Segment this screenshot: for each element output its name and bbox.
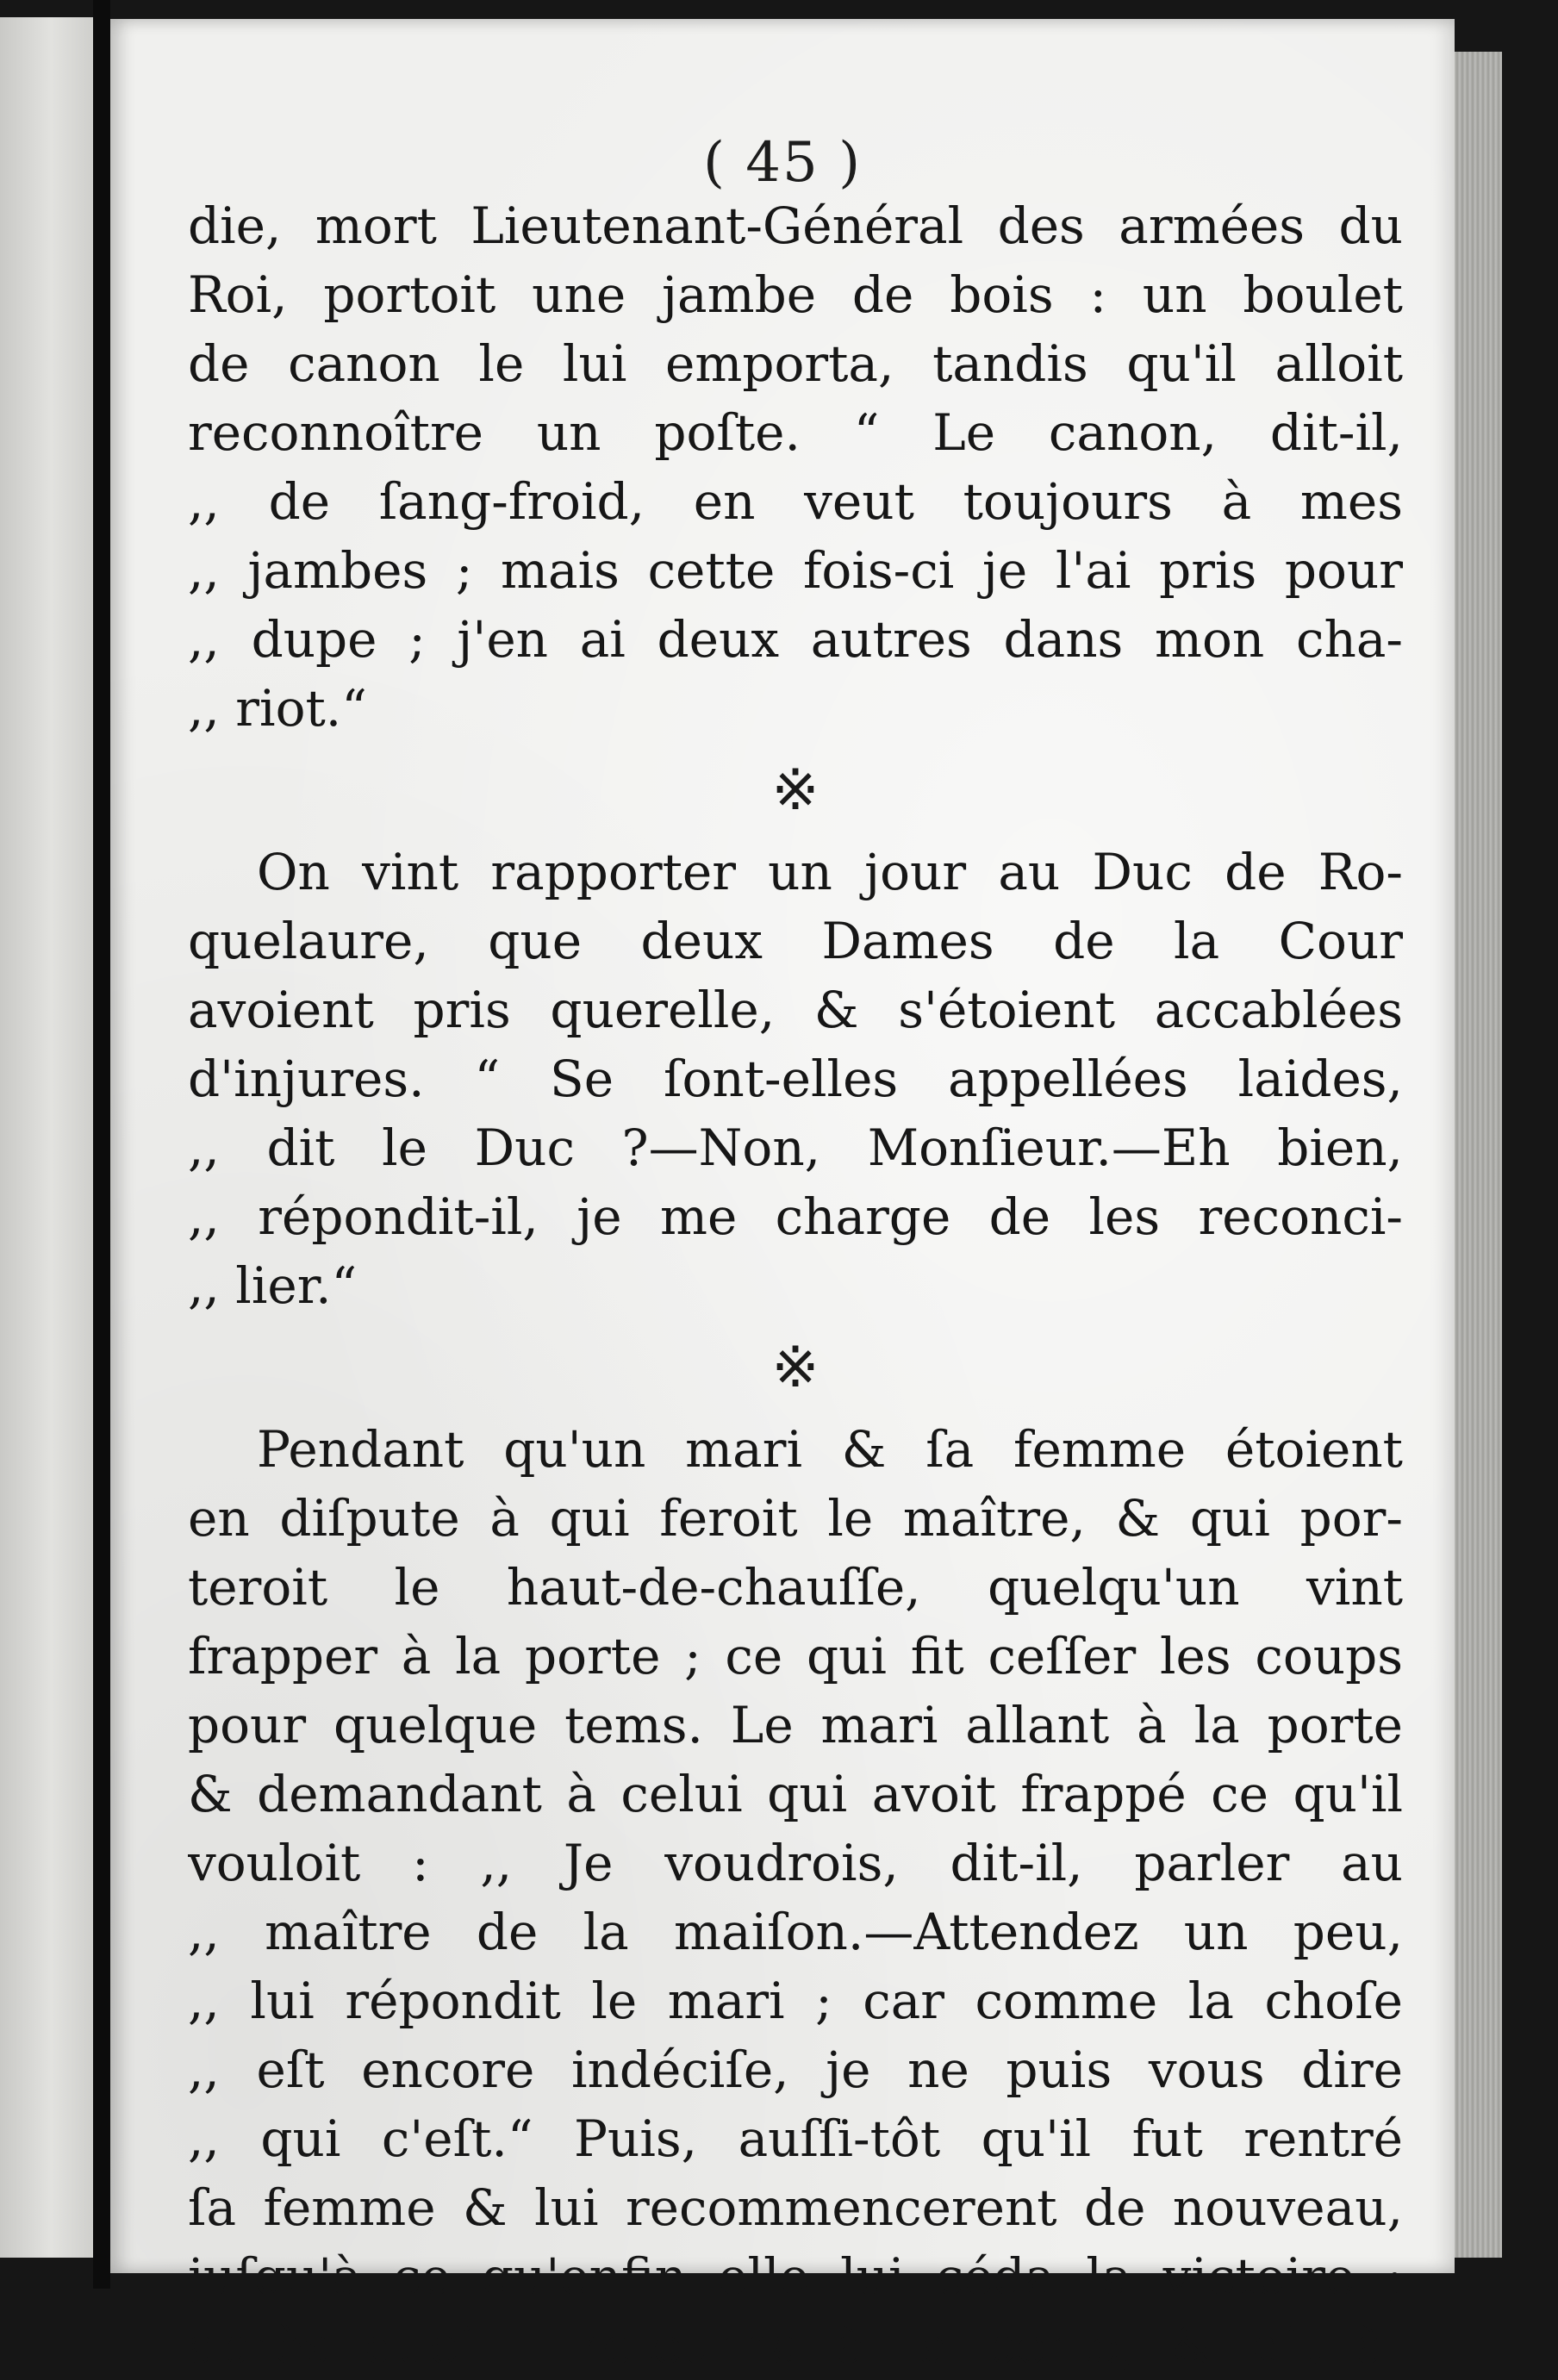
- ornament-separator: ※: [771, 1334, 820, 1400]
- text-line: reconnoître un poſte. “ Le canon, dit-il,: [188, 403, 1403, 462]
- text-line: ,, qui c'eſt.“ Puis, auſſi-tôt qu'il fut rentré: [188, 2109, 1403, 2168]
- paragraph: [188, 191, 1403, 743]
- text-line: On vint rapporter un jour au Duc de Ro-: [257, 843, 1403, 901]
- book-gutter: [93, 0, 110, 2289]
- text-line: avoient pris querelle, & s'étoient accablées: [188, 981, 1403, 1039]
- text-line: ,, maître de la maiſon.—Attendez un peu,: [188, 1903, 1403, 1961]
- paragraph: [188, 838, 1403, 1320]
- book-page: [110, 19, 1455, 2375]
- text-line: de canon le lui emporta, tandis qu'il alloit: [188, 334, 1403, 393]
- text-line: Roi, portoit une jambe de bois : un boulet: [188, 265, 1403, 324]
- text-line: d'injures. “ Se ſont-elles appellées laides,: [188, 1050, 1403, 1108]
- text-line: ſa femme & lui recommencerent de nouveau,: [188, 2178, 1403, 2237]
- text-line: ,, lier.“: [188, 1256, 358, 1315]
- text-line: ,, jambes ; mais cette fois-ci je l'ai pris pour: [188, 541, 1403, 600]
- text-line: quelaure, que deux Dames de la Cour: [188, 912, 1403, 970]
- text-line: après quoi il retourna à la porte, & dit à-: [188, 2316, 1403, 2375]
- text-line: ,, dupe ; j'en ai deux autres dans mon cha-: [188, 610, 1403, 669]
- ornament-separator: ※: [771, 757, 820, 823]
- text-line: pour quelque tems. Le mari allant à la porte: [188, 1696, 1403, 1754]
- text-line: frapper à la porte ; ce qui fit ceſſer les coups: [188, 1627, 1403, 1685]
- text-line: ,, répondit-il, je me charge de les reconci-: [188, 1187, 1403, 1246]
- text-line: ,, de ſang-froid, en veut toujours à mes: [188, 472, 1403, 531]
- text-line: die, mort Lieutenant-Général des armées du: [188, 196, 1403, 255]
- text-line: Pendant qu'un mari & ſa femme étoient: [257, 1420, 1403, 1479]
- text-line: & demandant à celui qui avoit frappé ce qu'il: [188, 1765, 1403, 1823]
- text-line: teroit le haut-de-chauſſe, quelqu'un vint: [188, 1558, 1403, 1617]
- facing-page-edge: [0, 17, 93, 2258]
- page-number: ( 45 ): [702, 131, 863, 195]
- text-line: juſqu'à ce qu'enfin elle lui céda la victoire ;: [188, 2247, 1403, 2306]
- paragraph: [188, 1415, 1403, 2380]
- text-line: vouloit : ,, Je voudrois, dit-il, parler au: [188, 1834, 1403, 1892]
- text-line: ,, dit le Duc ?—Non, Monſieur.—Eh bien,: [188, 1118, 1403, 1177]
- page-stack-edge: [1455, 52, 1502, 2258]
- text-line: en diſpute à qui feroit le maître, & qui por-: [188, 1489, 1403, 1548]
- text-line: ,, lui répondit le mari ; car comme la choſe: [188, 1972, 1403, 2030]
- page-text: [188, 191, 1403, 2380]
- text-line: ,, eſt encore indéciſe, je ne puis vous dire: [188, 2040, 1403, 2099]
- text-line: ,, riot.“: [188, 679, 367, 738]
